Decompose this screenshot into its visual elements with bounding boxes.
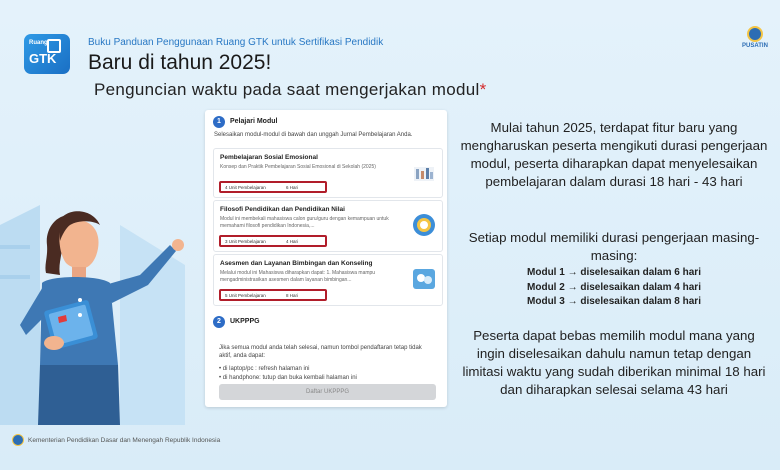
- module-title: Asesmen dan Layanan Bimbingan dan Konseling: [220, 260, 373, 267]
- info-paragraph-3: Peserta dapat bebas memilih modul mana yang ingin diselesaikan dahulu namun tetap dengan limitasi waktu yang sudah diberikan minimal 18 hari dan diharapkan selesai selama 43 hari: [462, 328, 766, 397]
- module-title: Pembelajaran Sosial Emosional: [220, 154, 318, 161]
- module-duration-2: Modul 2 → diselesaikan dalam 4 hari: [527, 281, 701, 293]
- tut-wuri-logo-icon: [412, 213, 436, 237]
- step2-title: UKPPPG: [230, 318, 260, 325]
- module-card: [205, 110, 447, 407]
- ukpppg-desc: Jika semua modul anda telah selesai, namun tombol pendaftaran tetap tidak aktif, anda dapat:: [219, 345, 422, 360]
- units-label: 4 Unit Pembelajaran: [225, 185, 266, 190]
- duration-chip: [219, 289, 327, 301]
- step1-title: Pelajari Modul: [230, 118, 278, 125]
- module-item-1[interactable]: [213, 148, 443, 198]
- pusatin-text: PUSATIN: [742, 43, 768, 49]
- pusatin-logo: [742, 26, 768, 49]
- module-durations: [458, 266, 770, 310]
- duration-chip: [219, 181, 327, 193]
- ukpppg-li2: • di handphone: tutup dan buka kembali halaman ini: [219, 375, 357, 381]
- footer-text: Kementerian Pendidikan Dasar dan Menengah Republik Indonesia: [28, 437, 221, 444]
- module-desc: Konsep dan Praktik Pembelajaran Sosial Emosional di Sekolah (2025): [220, 164, 376, 170]
- module-desc: Melalui modul ini Mahasiswa diharapkan dapat: 1. Mahasiswa mampu mengadministrasikan asesmen dalam layanan bimbingan...: [220, 270, 376, 284]
- slide-title: Baru di tahun 2025!: [88, 51, 272, 74]
- units-label: 5 Unit Pembelajaran: [225, 293, 266, 298]
- module-item-3[interactable]: [213, 254, 443, 306]
- logo-big-text: GTK: [29, 51, 57, 66]
- step2-badge: 2: [213, 316, 225, 328]
- subtitle-star: *: [479, 80, 487, 99]
- li2-text: di handphone: tutup dan buka kembali halaman ini: [222, 375, 357, 381]
- days-label: 4 Hari: [286, 239, 299, 244]
- info-paragraph-1: Mulai tahun 2025, terdapat fitur baru yang mengharuskan peserta mengikuti durasi pengerjaan modul, peserta diharapkan dapat menyelesaikan pembelajaran dalam durasi 18 hari - 43 hari: [460, 120, 768, 189]
- step1-intro: Selesaikan modul-modul di bawah dan unggah Jurnal Pembelajaran Anda.: [214, 132, 413, 138]
- daftar-ukpppg-button[interactable]: Daftar UKPPPG: [219, 384, 436, 400]
- teacher-illustration: [0, 185, 185, 425]
- logo-small-text: Ruang: [29, 40, 48, 46]
- li1-text: di laptop/pc : refresh halaman ini: [222, 366, 310, 372]
- logo-square-icon: [47, 39, 61, 53]
- module-duration-1: Modul 1 → diselesaikan dalam 6 hari: [527, 267, 701, 278]
- guide-title: Buku Panduan Penggunaan Ruang GTK untuk Sertifikasi Pendidik: [88, 37, 384, 48]
- classroom-thumbnail-icon: [412, 161, 436, 185]
- subtitle-text: Penguncian waktu pada saat mengerjakan modul: [94, 80, 480, 99]
- days-label: 6 Hari: [286, 185, 299, 190]
- ukpppg-li1: • di laptop/pc : refresh halaman ini: [219, 366, 310, 372]
- info-paragraph-2: Setiap modul memiliki durasi pengerjaan masing-masing:: [468, 230, 760, 263]
- step1-badge: 1: [213, 116, 225, 128]
- footer-emblem-icon: [12, 434, 24, 446]
- slide-subtitle: [94, 80, 486, 100]
- teacher-illustration-svg: [0, 185, 185, 425]
- module-desc: Modul ini membekali mahasiswa calon guru/guru dengan kemampuan untuk memahami filosofi pendidikan Indonesia,...: [220, 216, 389, 230]
- units-label: 3 Unit Pembelajaran: [225, 239, 266, 244]
- ruang-gtk-logo: [24, 34, 70, 74]
- duration-chip: [219, 235, 327, 247]
- module-duration-3: Modul 3 → diselesaikan dalam 8 hari: [527, 296, 701, 307]
- module-item-2[interactable]: [213, 200, 443, 252]
- counseling-thumbnail-icon: [412, 267, 436, 291]
- emblem-icon: [747, 26, 763, 42]
- days-label: 8 Hari: [286, 293, 299, 298]
- module-title: Filosofi Pendidikan dan Pendidikan Nilai: [220, 206, 345, 213]
